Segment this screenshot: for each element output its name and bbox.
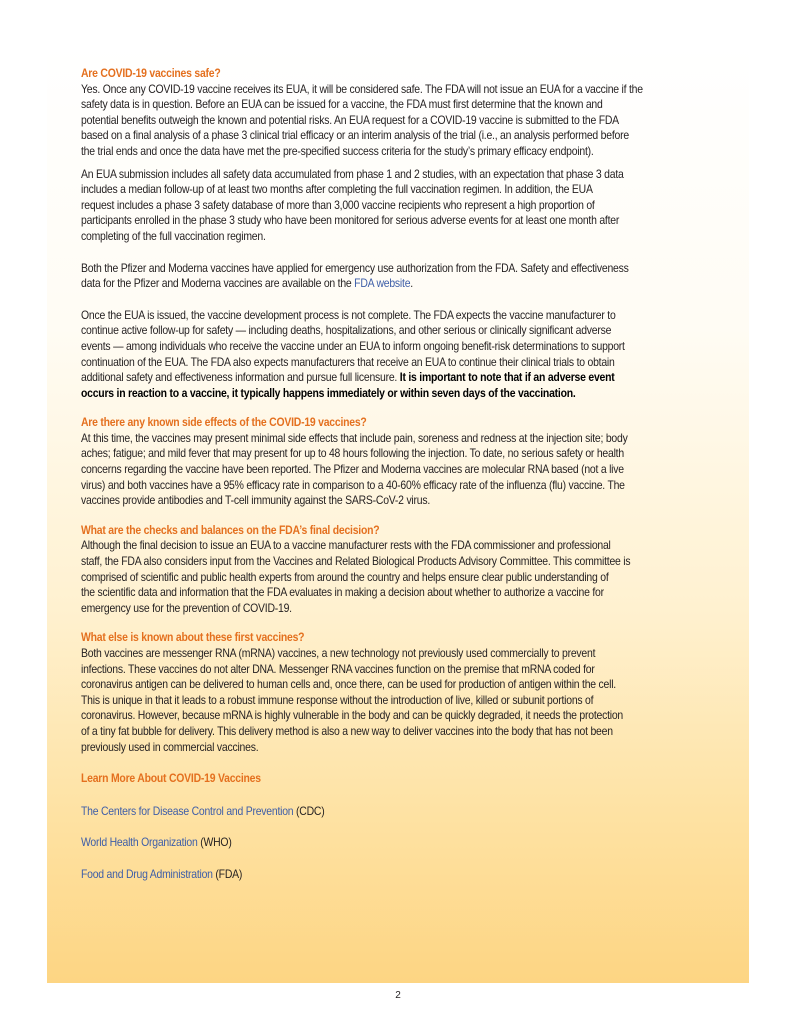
text-line: based on a final analysis of a phase 3 clinical trial efficacy or an interim analysis of the trial (i.e., an analysis performed before [81,129,629,143]
important-note: It is important to note that if an adverse event [399,371,615,385]
cdc-link[interactable]: The Centers for Disease Control and Prevention [81,804,294,818]
heading-first-vaccines: What else is known about these first vaccines? [81,631,305,645]
checks-paragraph [81,538,716,616]
text-line: participants enrolled in the phase 3 study who have been monitored for serious adverse events for at least one month after [81,214,620,228]
text-line: the trial ends and once the data have met the pre-specified success criteria for the study’s primary efficacy endpoint). [81,144,594,158]
text-line: request includes a phase 3 safety database of more than 3,000 vaccine recipients who represent a high proportion of [81,198,595,212]
who-link[interactable]: World Health Organization [81,836,198,850]
text-line: completing of the full vaccination regimen. [81,229,266,243]
text-line: aches; fatigue; and mild fever that may present for up to 48 hours following the injection. To date, no serious safety or health [81,447,624,461]
safe-paragraph-4 [81,308,716,402]
text-line: infections. These vaccines do not alter DNA. Messenger RNA vaccines function on the premise that mRNA coded for [81,662,595,676]
text-line: coronavirus antigen can be delivered to human cells and, once there, can be used for production of antigen within the cell. [81,678,616,692]
text-line: of a tiny fat bubble for delivery. This delivery method is also a new way to deliver vaccines into the body that has not been [81,724,613,738]
safe-paragraph-2 [81,167,716,245]
text-line: staff, the FDA also considers input from the Vaccines and Related Biological Products Advisory Committee. This committee is [81,555,631,569]
text-line: events — among individuals who receive the vaccine under an EUA to inform ongoing benefit-risk determinations to support [81,339,625,353]
text-line: Both vaccines are messenger RNA (mRNA) vaccines, a new technology not previously used commercially to prevent [81,647,596,660]
text-segment: additional safety and effectiveness information and pursue full licensure. [81,371,400,385]
text-line: At this time, the vaccines may present minimal side effects that include pain, soreness and redness at the injection site; body [81,431,628,445]
heading-vaccines-safe: Are COVID-19 vaccines safe? [81,67,221,80]
text-line: vaccines provide antibodies and T-cell immunity against the SARS-CoV-2 virus. [81,494,431,508]
text-line [81,386,716,402]
text-line: continue active follow-up for safety — including deaths, hospitalizations, and other serious or clinically significant adverse [81,324,612,338]
heading-checks-balances: What are the checks and balances on the FDA’s final decision? [81,523,380,537]
text-line: includes a median follow-up of at least two months after completing the full vaccination regimen. In addition, the EUA [81,183,593,197]
text-line [81,276,716,292]
resource-cdc [81,804,716,820]
text-segment: . [410,277,413,291]
important-note: occurs in reaction to a vaccine, it typically happens immediately or within seven days of the vaccination. [81,386,576,400]
text-line: emergency use for the prevention of COVID-19. [81,601,292,615]
text-line: virus) and both vaccines have a 95% efficacy rate in comparison to a 40-60% efficacy rate of the influenza (flu) vaccine. The [81,478,625,492]
text-line: Both the Pfizer and Moderna vaccines have applied for emergency use authorization from the FDA. Safety and effectiveness [81,261,629,275]
heading-side-effects: Are there any known side effects of the COVID-19 vaccines? [81,416,367,430]
abbr-fda: (FDA) [212,867,243,881]
safe-paragraph-1 [81,82,716,160]
safe-paragraph-3 [81,261,716,292]
abbr-cdc: (CDC) [293,804,325,818]
abbr-who: (WHO) [197,836,232,850]
text-line: Yes. Once any COVID-19 vaccine receives its EUA, it will be considered safe. The FDA will not issue an EUA for a vaccine if the [81,82,643,96]
page-number: 2 [395,990,401,1001]
text-segment: data for the Pfizer and Moderna vaccines are available on the [81,277,355,291]
page-content [81,66,716,883]
text-line: previously used in commercial vaccines. [81,740,259,754]
fda-website-link[interactable]: FDA website [354,277,411,291]
heading-learn-more: Learn More About COVID-19 Vaccines [81,772,261,786]
text-line: safety data is in question. Before an EUA can be issued for a vaccine, the FDA must first determine that the known and [81,98,603,112]
text-line: comprised of scientific and public health experts from around the country and helps ensure clear public understanding of [81,570,609,584]
text-line: This is unique in that it leads to a robust immune response without the introduction of live, killed or subunit portions of [81,693,594,707]
side-effects-paragraph [81,431,716,509]
first-vaccines-paragraph [81,646,716,755]
fda-link[interactable]: Food and Drug Administration [81,867,213,881]
text-line: An EUA submission includes all safety data accumulated from phase 1 and 2 studies, with an expectation that phase 3 data [81,167,624,181]
text-line: Although the final decision to issue an EUA to a vaccine manufacturer rests with the FDA commissioner and professional [81,539,611,553]
text-line: concerns regarding the vaccine have been reported. The Pfizer and Moderna vaccines are molecular RNA based (not a live [81,463,624,477]
text-line: Once the EUA is issued, the vaccine development process is not complete. The FDA expects the vaccine manufacturer to [81,308,616,322]
text-line: the scientific data and information that the FDA evaluates in making a decision about whether to authorize a vaccine for [81,586,604,600]
text-line [81,370,716,386]
text-line: coronavirus. However, because mRNA is highly vulnerable in the body and can be quickly degraded, it needs the protection [81,709,624,723]
resource-fda [81,867,716,883]
text-line: potential benefits outweigh the known and potential risks. An EUA request for a COVID-19 vaccine is submitted to the FDA [81,113,619,127]
text-line: continuation of the EUA. The FDA also expects manufacturers that receive an EUA to continue their clinical trials to obtain [81,355,615,369]
resource-who [81,835,716,851]
